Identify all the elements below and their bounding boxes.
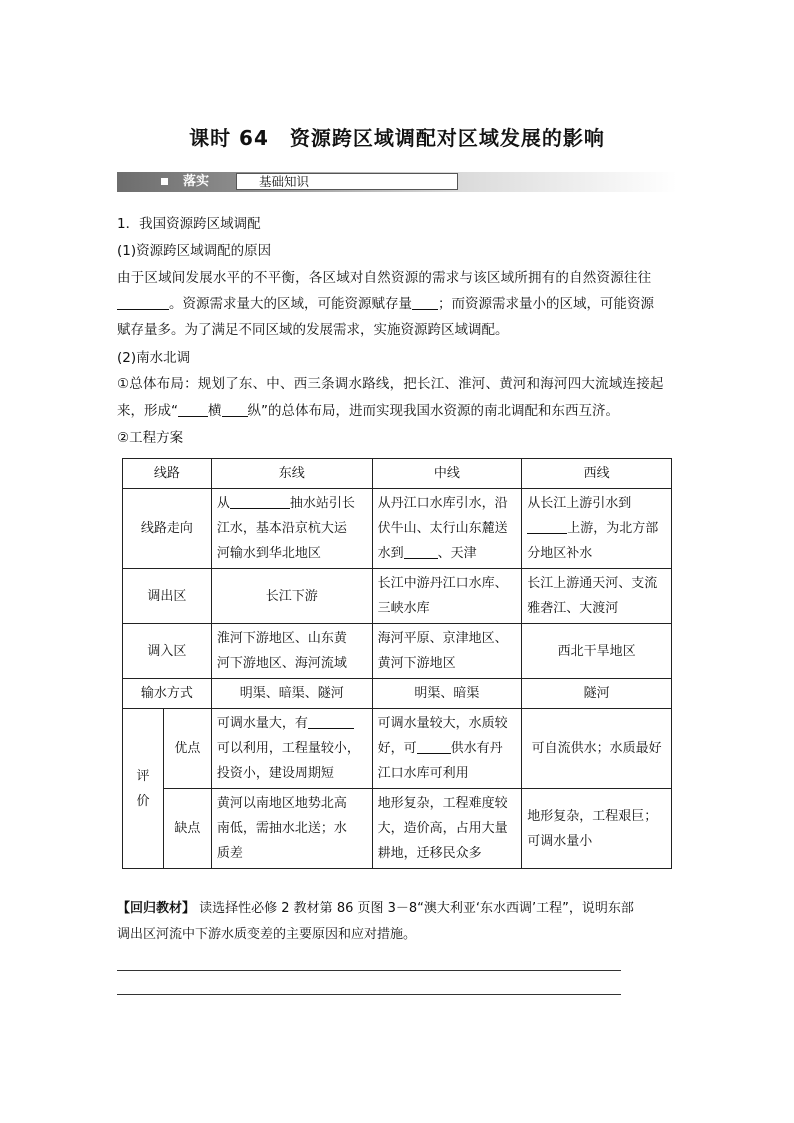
answer-blank[interactable] — [404, 542, 438, 559]
subsection-heading-plan: ②工程方案 — [117, 430, 184, 446]
subsection-heading-south-north: (2)南水北调 — [117, 350, 191, 366]
answer-blank[interactable] — [308, 712, 354, 729]
table-cell: 长江中游丹江口水库、 三峡水库 — [372, 569, 522, 624]
table-cell: 明渠、暗渠 — [372, 679, 522, 709]
table-cell: 从 抽水站引长 江水，基本沿京杭大运 河输水到华北地区 — [211, 489, 372, 569]
table-row — [123, 489, 672, 569]
banner-tag-label: 落实 — [183, 174, 210, 189]
page-title: 课时 64 资源跨区域调配对区域发展的影响 — [189, 126, 605, 150]
table-cell: 从丹江口水库引水，沿 伏牛山、太行山东麓送 水到 、天津 — [372, 489, 522, 569]
table-cell: 从长江上游引水到 上游，为北方部 分地区补水 — [522, 489, 672, 569]
banner-box-label: 基础知识 — [236, 173, 458, 190]
table-header: 中线 — [372, 459, 522, 489]
table-row — [123, 789, 672, 869]
reasons-line-2: 。资源需求量大的区域，可能资源赋存量 ；而资源需求量小的区域，可能资源 — [117, 292, 677, 317]
table-cell: 明渠、暗渠、隧河 — [211, 679, 372, 709]
row-label: 优点 — [163, 709, 211, 789]
table-header: 西线 — [522, 459, 672, 489]
answer-blank[interactable] — [117, 293, 169, 310]
project-plan-table — [122, 458, 672, 869]
table-row — [123, 569, 672, 624]
row-label: 输水方式 — [123, 679, 212, 709]
review-label: 【回归教材】 — [117, 901, 196, 916]
row-label: 调出区 — [123, 569, 212, 624]
table-header: 东线 — [211, 459, 372, 489]
section-banner — [117, 172, 677, 192]
answer-line[interactable] — [117, 970, 621, 971]
table-cell: 可自流供水；水质最好 — [522, 709, 672, 789]
answer-blank[interactable] — [178, 400, 208, 417]
table-row — [123, 459, 672, 489]
table-row — [123, 679, 672, 709]
banner-tag — [117, 172, 209, 192]
table-cell: 淮河下游地区、山东黄 河下游地区、海河流域 — [211, 624, 372, 679]
section-heading-1: 1．我国资源跨区域调配 — [117, 216, 261, 232]
table-cell: 可调水量较大，水质较 好，可 供水有丹 江口水库可利用 — [372, 709, 522, 789]
row-label-evaluation: 评 价 — [123, 709, 164, 869]
square-bullet-icon — [161, 178, 168, 185]
table-row — [123, 624, 672, 679]
table-cell: 隧河 — [522, 679, 672, 709]
table-header: 线路 — [123, 459, 212, 489]
reasons-line-1: 由于区域间发展水平的不平衡，各区域对自然资源的需求与该区域所拥有的自然资源往往 — [117, 270, 652, 286]
table-cell: 西北干旱地区 — [522, 624, 672, 679]
subsection-heading-reasons: (1)资源跨区域调配的原因 — [117, 243, 272, 259]
answer-blank[interactable] — [230, 492, 290, 509]
table-cell: 地形复杂，工程难度较 大，造价高，占用大量 耕地，迁移民众多 — [372, 789, 522, 869]
review-textbook-paragraph: 【回归教材】 读选择性必修 2 教材第 86 页图 3－8“澳大利亚‘东水西调’工程”，说明东部 调出区河流中下游水质变差的主要原因和应对措施。 — [117, 901, 634, 942]
answer-blank[interactable] — [222, 400, 248, 417]
answer-blank[interactable] — [527, 517, 567, 534]
answer-blank[interactable] — [417, 737, 451, 754]
layout-line-1: ①总体布局：规划了东、中、西三条调水路线，把长江、淮河、黄河和海河四大流域连接起 — [117, 376, 664, 392]
table-cell: 地形复杂，工程艰巨； 可调水量小 — [522, 789, 672, 869]
table-row — [123, 709, 672, 789]
answer-blank[interactable] — [412, 293, 438, 310]
row-label: 缺点 — [163, 789, 211, 869]
table-cell: 可调水量大，有 可以利用，工程量较小， 投资小，建设周期短 — [211, 709, 372, 789]
table-cell: 黄河以南地区地势北高 南低，需抽水北送；水 质差 — [211, 789, 372, 869]
row-label: 线路走向 — [123, 489, 212, 569]
layout-line-2: 来，形成“ 横 纵”的总体布局，进而实现我国水资源的南北调配和东西互济。 — [117, 399, 677, 424]
table-cell: 海河平原、京津地区、 黄河下游地区 — [372, 624, 522, 679]
reasons-line-3: 赋存量多。为了满足不同区域的发展需求，实施资源跨区域调配。 — [117, 322, 509, 338]
answer-line[interactable] — [117, 994, 621, 995]
table-cell: 长江下游 — [211, 569, 372, 624]
table-cell: 长江上游通天河、支流 雅砻江、大渡河 — [522, 569, 672, 624]
row-label: 调入区 — [123, 624, 212, 679]
